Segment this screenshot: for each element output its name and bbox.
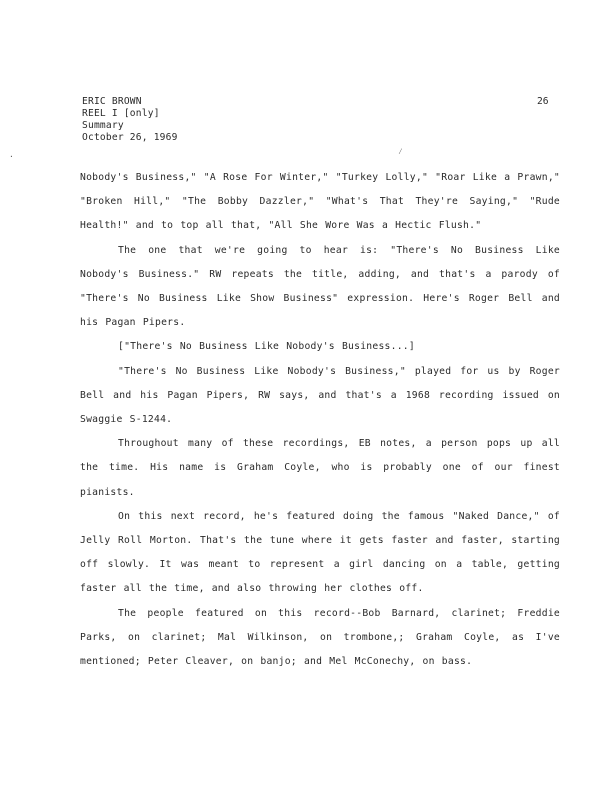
pen-mark: ⁄: [398, 147, 403, 156]
page-number: 26: [537, 96, 549, 107]
document-header: [82, 96, 178, 144]
header-reel: REEL I [only]: [82, 108, 160, 119]
document-body: [80, 166, 560, 674]
paragraph-3: ["There's No Business Like Nobody's Business...]: [118, 341, 415, 353]
paragraph-4: "There's No Business Like Nobody's Business," played for us by Roger Bell and his Pagan Pipers, RW says, and that's a 1968 recording issued on Swaggie S-1244.: [80, 365, 560, 426]
paragraph-1: Nobody's Business," "A Rose For Winter," "Turkey Lolly," "Roar Like a Prawn," "Broken Hill," "The Bobby Dazzler," "What's That They're Saying," "Rude Health!" and to top all that, "All She Wore Was a Hectic Flush.": [80, 172, 560, 232]
speck-mark: ·: [9, 152, 14, 161]
paragraph-6: On this next record, he's featured doing the famous "Naked Dance," of Jelly Roll Morton. That's the tune where it gets faster and faster, starting off slowly. It was meant to represent a girl dancing on a table, getting faster all the time, and also throwing her clothes off.: [80, 510, 560, 595]
paragraph-5: Throughout many of these recordings, EB notes, a person pops up all the time. His name is Graham Coyle, who is probably one of our finest pianists.: [80, 438, 560, 498]
header-date: October 26, 1969: [82, 132, 178, 143]
header-section: Summary: [82, 120, 124, 131]
paragraph-7: The people featured on this record--Bob Barnard, clarinet; Freddie Parks, on clarinet; Mal Wilkinson, on trombone,; Graham Coyle, as I've mentioned; Peter Cleaver, on banjo; and Mel McConechy, on bass.: [80, 607, 560, 668]
header-name: ERIC BROWN: [82, 96, 142, 107]
paragraph-2: The one that we're going to hear is: "There's No Business Like Nobody's Business." RW repeats the title, adding, and that's a parody of "There's No Business Like Show Business" expression. Here's Roger Bell and his Pagan Pipers.: [80, 244, 560, 329]
